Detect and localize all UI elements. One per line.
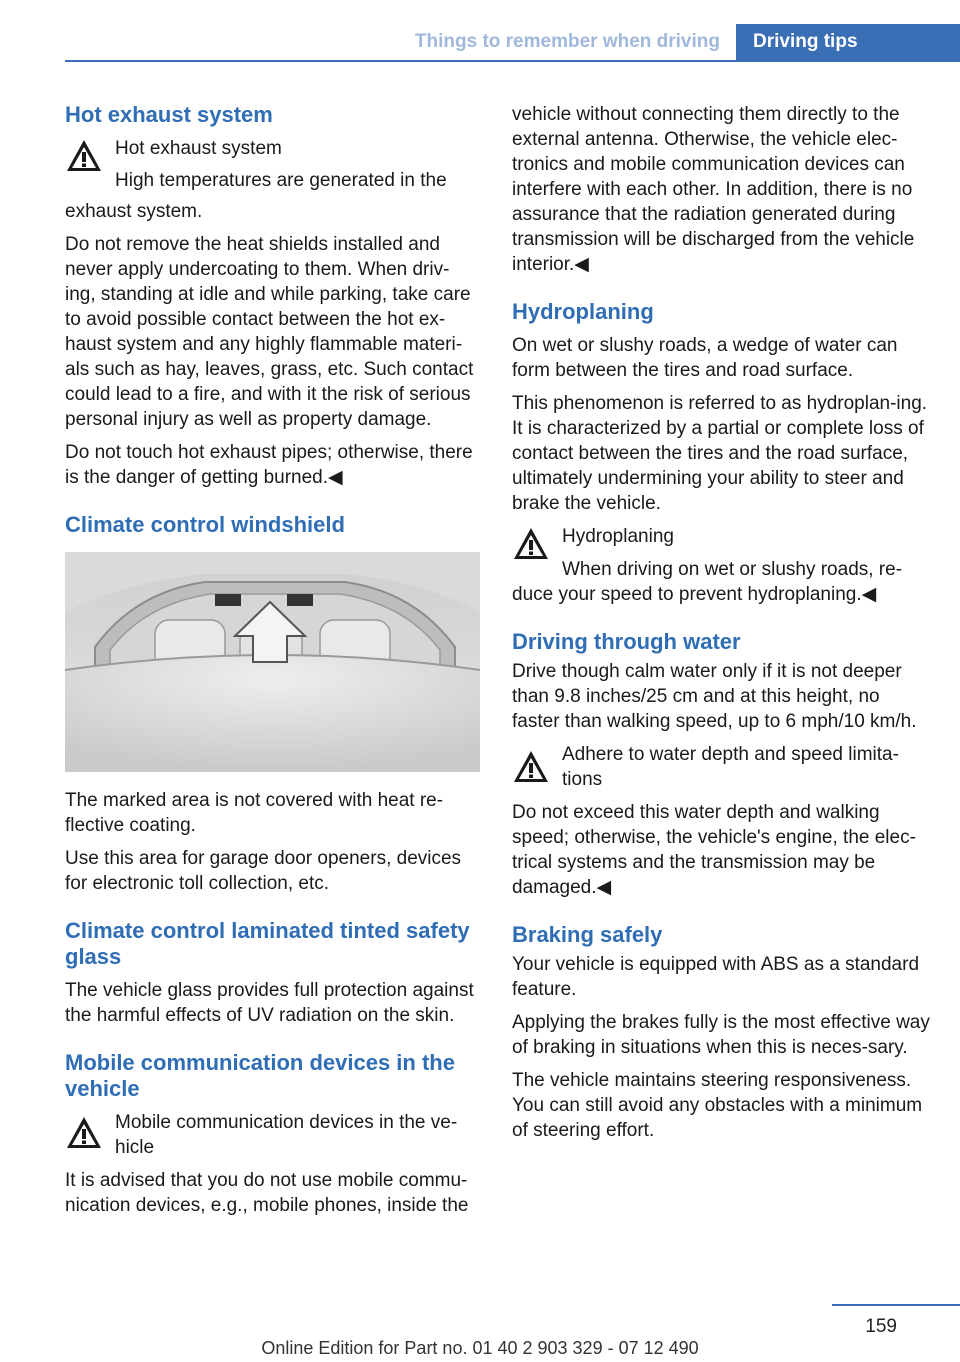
edition-note: Online Edition for Part no. 01 40 2 903 329 - 07 12 490 (261, 1338, 699, 1358)
warning-text: High temperatures are generated in the (115, 170, 447, 191)
right-column (512, 102, 930, 1151)
warning-title: Adhere to water depth and speed limita‐tions (562, 744, 899, 790)
heading-climate-windshield: Climate control windshield (65, 512, 345, 537)
heading-hydroplaning: Hydroplaning (512, 299, 654, 324)
section-laminated-glass (65, 918, 480, 1028)
section-hydroplaning (512, 299, 930, 607)
paragraph: Use this area for garage door openers, devices for electronic toll collection, etc. (65, 848, 462, 894)
warning-triangle-icon (65, 137, 103, 175)
page-header (65, 24, 960, 62)
footer-rule (832, 1304, 960, 1306)
section-hot-exhaust (65, 102, 480, 490)
heading-hot-exhaust: Hot exhaust system (65, 102, 273, 127)
warning-hydroplaning (512, 524, 930, 549)
header-section-title: Things to remember when driving (414, 31, 720, 52)
warning-text-continued: exhaust system. (65, 201, 203, 222)
warning-triangle-icon (512, 748, 550, 786)
warning-mobile-devices (65, 1110, 480, 1160)
paragraph: vehicle without connecting them directly to the external antenna. Otherwise, the vehicle elec‐tronics and mobile communication devices can interfere with each other. In addition, there is no assurance that the radiation generated during transmission will be discharged from the vehicle interior.◀ (512, 104, 915, 275)
windshield-illustration (65, 552, 480, 772)
warning-triangle-icon (65, 1114, 103, 1152)
header-chapter-tab (736, 24, 960, 62)
heading-mobile-devices: Mobile communication devices in the vehicle (65, 1050, 455, 1101)
paragraph: Do not touch hot exhaust pipes; otherwise, there is the danger of getting burned.◀ (65, 442, 473, 488)
heading-laminated-glass: Climate control laminated tinted safety glass (65, 918, 470, 969)
header-rule (65, 60, 960, 62)
paragraph: Drive though calm water only if it is not deeper than 9.8 inches/25 cm and at this height, no faster than walking speed, up to 6 mph/10 km/h. (512, 661, 917, 732)
warning-hot-exhaust (65, 136, 480, 193)
warning-triangle-icon (512, 525, 550, 563)
paragraph: Applying the brakes fully is the most effective way of braking in situations when this is neces‐sary. (512, 1012, 930, 1058)
paragraph: Do not exceed this water depth and walking speed; otherwise, the vehicle's engine, the elec‐trical systems and the transmission may be damaged.◀ (512, 802, 916, 898)
section-braking-safely (512, 922, 930, 1143)
paragraph: The vehicle maintains steering responsiveness. You can still avoid any obstacles with a minimum of steering effort. (512, 1070, 923, 1141)
paragraph: This phenomenon is referred to as hydroplan‐ing. It is characterized by a partial or complete loss of contact between the tires and the road surface, ultimately undermining your ability to steer and brake the vehicle. (512, 393, 928, 514)
paragraph: The vehicle glass provides full protection against the harmful effects of UV radiation on the skin. (65, 980, 474, 1026)
warning-title: Hydroplaning (562, 526, 674, 547)
paragraph: On wet or slushy roads, a wedge of water can form between the tires and road surface. (512, 335, 898, 381)
page-number: 159 (865, 1316, 897, 1337)
paragraph: It is advised that you do not use mobile commu‐nication devices, e.g., mobile phones, inside the (65, 1170, 469, 1216)
warning-title: Hot exhaust system (115, 138, 282, 159)
warning-text: When driving on wet or slushy roads, re‐duce your speed to prevent hydroplaning.◀ (512, 559, 903, 605)
paragraph: Your vehicle is equipped with ABS as a standard feature. (512, 954, 920, 1000)
section-mobile-devices (65, 1050, 480, 1218)
windshield-illustration-graphic (65, 552, 480, 772)
left-column (65, 102, 480, 1226)
section-climate-windshield (65, 512, 480, 896)
warning-title: Mobile communication devices in the ve‐hicle (115, 1112, 458, 1158)
warning-water-depth (512, 742, 930, 792)
section-driving-through-water (512, 629, 930, 900)
page-footer (0, 1304, 960, 1362)
heading-driving-through-water: Driving through water (512, 629, 741, 654)
paragraph: The marked area is not covered with heat re‐flective coating. (65, 790, 444, 836)
heading-braking-safely: Braking safely (512, 922, 663, 947)
paragraph: Do not remove the heat shields installed and never apply undercoating to them. When driv‐ing, standing at idle and while parking, take care to avoid possible contact between the hot ex‐haust system and any highly flammable materi‐als such as hay, leaves, grass, etc. Such contact could lead to a fire, and with it the risk of serious personal injury as well as property damage. (65, 234, 474, 430)
header-chapter-title: Driving tips (753, 31, 858, 52)
